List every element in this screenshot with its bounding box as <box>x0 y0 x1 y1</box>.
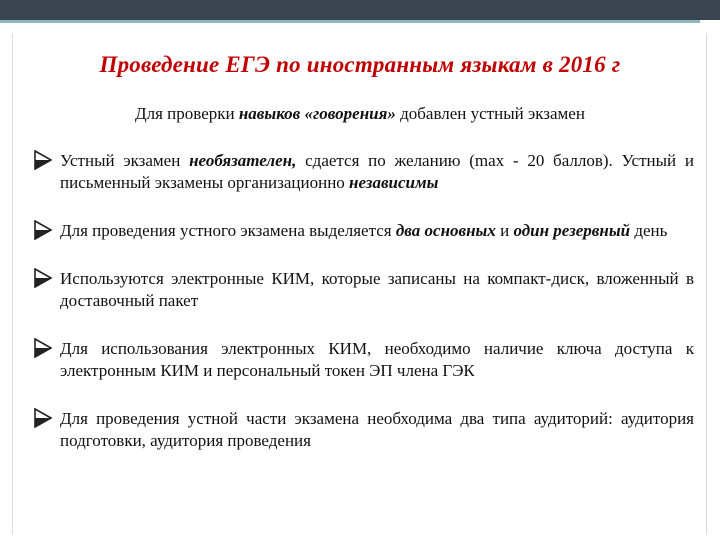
top-decor-dark-band <box>0 0 720 20</box>
arrow-bullet-icon <box>34 408 52 428</box>
arrow-bullet-icon <box>34 338 52 358</box>
arrow-bullet-icon <box>34 150 52 170</box>
bullet-2-text-a: Для проведения устного экзамена выделяется <box>60 221 396 240</box>
bullet-4-text: Для использования электронных КИМ, необходимо наличие ключа доступа к электронным КИМ и персональный токен ЭП члена ГЭК <box>60 339 694 380</box>
bullet-item-2 <box>34 220 694 242</box>
bullet-1-emphasis-b: независимы <box>349 173 439 192</box>
bullet-1-text-a: Устный экзамен <box>60 151 190 170</box>
bullet-item-5 <box>34 408 694 452</box>
bullet-2-text-b: и <box>495 221 514 240</box>
bullet-item-3 <box>34 268 694 312</box>
slide-title: Проведение ЕГЭ по иностранным языкам в 2016 г <box>99 52 621 77</box>
subtitle-text-end: добавлен устный экзамен <box>395 104 585 123</box>
arrow-bullet-icon <box>34 220 52 240</box>
bullet-2-text-c: день <box>630 221 668 240</box>
subtitle-emphasis: навыков «говорения» <box>238 104 396 123</box>
bullet-1-emphasis-a: необязателен, <box>189 151 297 170</box>
top-decor-teal-line <box>0 20 700 23</box>
arrow-bullet-icon <box>34 268 52 288</box>
bullet-2-emphasis-a: два основных <box>395 221 496 240</box>
slide-subtitle <box>0 104 720 124</box>
top-decor-bar <box>0 0 720 22</box>
bullet-list <box>34 150 694 478</box>
bullet-item-1 <box>34 150 694 194</box>
bullet-1-text-b: сдается по желанию (max - 20 баллов). Устный и письменный экзамены организационно <box>60 151 694 192</box>
bullet-item-4 <box>34 338 694 382</box>
subtitle-text-start: Для проверки <box>135 104 239 123</box>
bullet-5-text: Для проведения устной части экзамена необходима два типа аудиторий: аудитория подготовки, аудитория проведения <box>60 409 694 450</box>
bullet-3-text: Используются электронные КИМ, которые записаны на компакт-диск, вложенный в доставочный пакет <box>60 269 694 310</box>
bullet-2-emphasis-b: один резервный <box>513 221 631 240</box>
